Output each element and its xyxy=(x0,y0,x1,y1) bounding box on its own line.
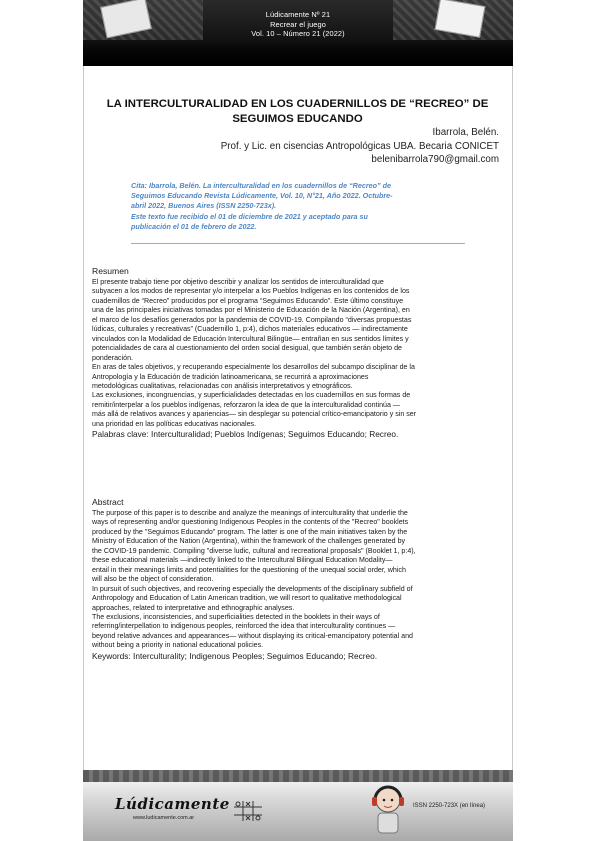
text-line: El presente trabajo tiene por objetivo describir y analizar los sentidos de interculturalidad que xyxy=(92,278,384,286)
ludicamente-logo: Lúdicamente xyxy=(115,795,230,813)
text-line: produced by the "Seguimos Educando" program. The latter is one of the main initiatives taken by the xyxy=(92,527,408,536)
article-title-line: SEGUIMOS EDUCANDO xyxy=(232,113,363,125)
footer-decoration xyxy=(83,770,513,782)
text-line: una prioridad en las políticas educativas nacionales. xyxy=(92,419,257,428)
abstract-heading: Abstract xyxy=(92,497,124,507)
author-name: Ibarrola, Belén. xyxy=(432,127,499,138)
text-line: ways of representing and/or questioning Indigenous Peoples in the contents of the "Recreo" booklets xyxy=(92,518,409,527)
author-role: Prof. y Lic. en cisencias Antropológicas UBA. Becaria CONICET xyxy=(220,140,499,152)
tic-tac-toe-icon xyxy=(233,800,263,822)
citation-line: abril 2022, Buenos Aires (ISSN 2250-723x). xyxy=(131,201,277,211)
text-line: In pursuit of such objectives, and recovering especially the developments of the disciplinary subfield of xyxy=(92,584,413,593)
child-with-headphones-icon xyxy=(368,782,408,834)
header-text xyxy=(83,10,513,39)
text-line: ponderación. xyxy=(92,353,134,362)
text-line: En aras de tales objetivos, y recuperando especialmente los desarrollos del subcampo disciplinar de la xyxy=(92,363,415,372)
text-line: without being a priority in national educational policies. xyxy=(92,641,264,650)
issn-label: ISSN 2250-723X (en línea) xyxy=(413,803,486,809)
text-line: metodológicas cualitativas, relacionadas con análisis interpretativos y etnográficos. xyxy=(92,381,353,390)
text-line: these educational materials —indirectly linked to the Intercultural Bilingual Education Modality— xyxy=(92,556,393,565)
resumen-keywords: Palabras clave: Interculturalidad; Pueblos Indígenas; Seguimos Educando; Recreo. xyxy=(92,429,399,440)
text-line: referring/interpellation to indigenous peoples, reinforced the idea that interculturality continues — xyxy=(92,622,396,631)
article-title xyxy=(95,97,500,127)
citation-line: Seguimos Educando Revista Lúdicamente, Vol. 10, N°21, Año 2022. Octubre- xyxy=(131,191,393,201)
abstract-section xyxy=(92,497,506,662)
text-line: vinculados con la Modalidad de Educación Intercultural Bilingüe— entrañan en sus sentidos límites y xyxy=(92,334,409,343)
text-line: will also be the object of consideration. xyxy=(92,575,214,584)
abstract-text xyxy=(92,509,506,651)
article-title-line: LA INTERCULTURALIDAD EN LOS CUADERNILLOS DE “RECREO” DE xyxy=(106,98,489,110)
text-line: the COVID-19 pandemic. Compiling "diverse ludic, cultural and recreational proposals" (Booklet 1, p:4), xyxy=(92,546,416,555)
text-line: Anthropology and Education of Latin American tradition, we will resort to qualitative methodological xyxy=(92,594,402,603)
text-line: más allá de relativos avances y apariencias— sin desplegar su potencial crítico-emancipatorio y sin ser xyxy=(92,410,417,419)
text-line: The exclusions, inconsistencies, and superficialities detected in the booklets in their ways of xyxy=(92,612,380,621)
text-line: beyond relative advances and appearances— without displaying its critical-emancipatory potential and xyxy=(92,631,413,640)
resumen-section xyxy=(92,266,506,440)
text-line: remitir/interpelar a los pueblos indígenas, reforzaron la idea de que la interculturalidad continúa — xyxy=(92,400,400,409)
text-line: approaches, related to interpretative and ethnographic analyses. xyxy=(92,603,295,612)
journal-volume: Vol. 10 – Número 21 (2022) xyxy=(251,29,345,39)
journal-subtitle: Recrear el juego xyxy=(270,19,326,29)
author-email[interactable]: belenibarrola790@gmail.com xyxy=(371,154,499,166)
text-line: Las exclusiones, incongruencias, y superficialidades detectadas en los cuadernillos en sus formas de xyxy=(92,391,411,400)
header-fade xyxy=(83,40,513,66)
text-line: el marco de los desafíos generados por la pandemia de COVID-19. Compilando “diversas propuestas xyxy=(92,315,412,324)
text-line: subyacen a los modos de representar y/o interpelar a los Pueblos Indígenas en los contenidos de los xyxy=(92,287,410,296)
footer-url[interactable]: www.ludicamente.com.ar xyxy=(133,815,195,821)
text-line: potencialidades de cara al cuestionamiento del orden social desigual, que también serán objeto de xyxy=(92,344,402,353)
resumen-heading: Resumen xyxy=(92,266,129,276)
abstract-keywords: Keywords: Interculturality; Indigenous Peoples; Seguimos Educando; Recreo. xyxy=(92,650,378,661)
citation-line: Cita: Ibarrola, Belén. La interculturalidad en los cuadernillos de “Recreo” de xyxy=(131,181,392,190)
text-line: cuadernillos de “Recreo” producidos por el programa “Seguimos Educando”. Este último constituye xyxy=(92,296,404,305)
text-line: Antropología y la Educación de tradición latinoamericana, se recurrirá a aproximaciones xyxy=(92,372,369,381)
citation-divider xyxy=(131,243,465,244)
text-line: entail in their meanings limits and potentialities for the questioning of the unequal social order, which xyxy=(92,565,406,574)
text-line: lúdicas, culturales y recreativas” (Cuadernillo 1, p:4), dichos materiales educativos — indirectamente xyxy=(92,325,408,334)
author-block xyxy=(221,126,499,167)
journal-name: Lúdicamente Nº 21 xyxy=(265,10,331,19)
resumen-text xyxy=(92,278,506,429)
citation-line: Este texto fue recibido el 01 de diciembre de 2021 y aceptado para su xyxy=(131,211,368,221)
citation-line: publicación el 01 de febrero de 2022. xyxy=(131,221,257,231)
citation-block xyxy=(131,181,461,232)
journal-header xyxy=(83,0,513,66)
text-line: Ministry of Education of the Nation (Argentina), within the framework of the challenges generated by xyxy=(92,537,406,546)
journal-footer xyxy=(83,770,513,841)
text-line: una de las principales iniciativas tomadas por el Ministerio de Educación de la Nación (Argentina), en xyxy=(92,306,410,315)
text-line: The purpose of this paper is to describe and analyze the meanings of interculturality that underlie the xyxy=(92,509,408,517)
